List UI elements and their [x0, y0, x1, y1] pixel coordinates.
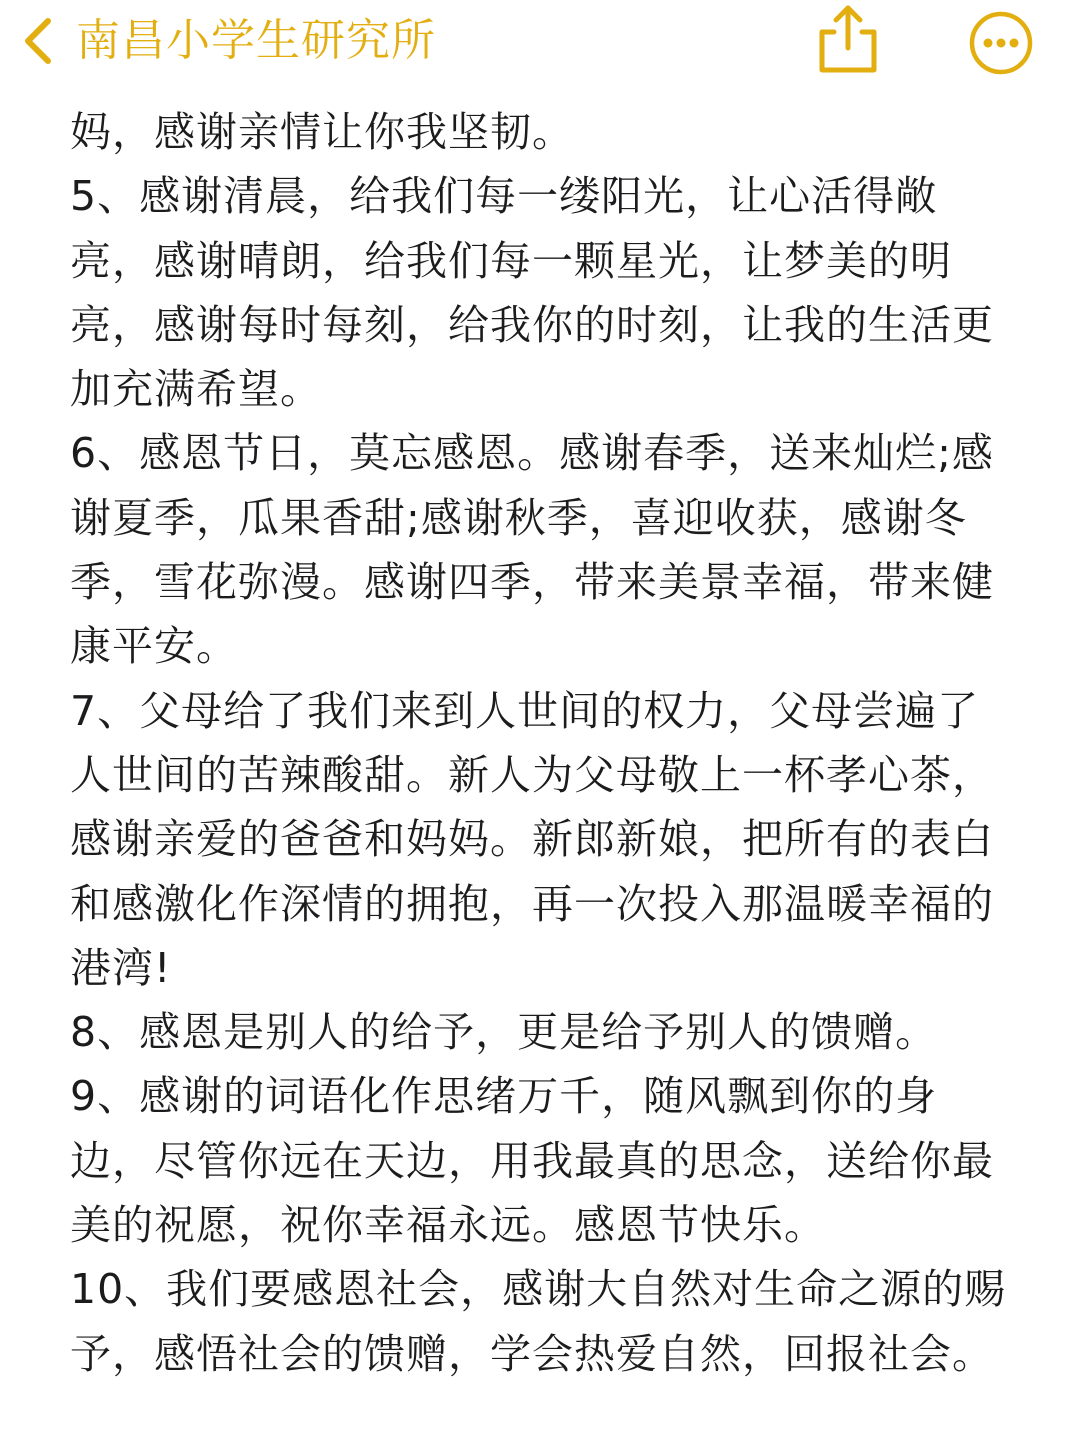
share-button[interactable] — [812, 2, 884, 78]
back-button[interactable] — [18, 6, 436, 76]
share-icon — [812, 63, 884, 82]
back-label: 南昌小学生研究所 — [76, 15, 436, 66]
note-paragraph: 10、我们要感恩社会，感谢大自然对生命之源的赐予，感悟社会的馈赠，学会热爱自然，回报社会。 — [70, 1265, 1007, 1378]
note-paragraph: 妈，感谢亲情让你我坚韧。 — [70, 108, 574, 156]
more-icon — [968, 61, 1034, 80]
navigation-bar — [0, 0, 1080, 100]
note-body[interactable] — [70, 100, 1010, 1386]
more-button[interactable] — [968, 10, 1034, 76]
note-paragraph: 7、父母给了我们来到人世间的权力，父母尝遍了人世间的苦辣酸甜。新人为父母敬上一杯孝心茶，感谢亲爱的爸爸和妈妈。新郎新娘，把所有的表白和感激化作深情的拥抱，再一次投入那温暖幸福的港湾! — [70, 686, 994, 992]
note-paragraph: 6、感恩节日，莫忘感恩。感谢春季，送来灿烂;感谢夏季，瓜果香甜;感谢秋季，喜迎收获，感谢冬季，雪花弥漫。感谢四季，带来美景幸福，带来健康平安。 — [70, 429, 994, 671]
note-paragraph: 9、感谢的词语化作思绪万千，随风飘到你的身边，尽管你远在天边，用我最真的思念，送给你最美的祝愿，祝你幸福永远。感恩节快乐。 — [70, 1072, 994, 1250]
note-paragraph: 5、感谢清晨，给我们每一缕阳光，让心活得敞亮，感谢晴朗，给我们每一颗星光，让梦美的明亮，感谢每时每刻，给我你的时刻，让我的生活更加充满希望。 — [70, 172, 994, 414]
note-paragraph: 8、感恩是别人的给予，更是给予别人的馈赠。 — [70, 1008, 938, 1057]
chevron-left-icon — [18, 13, 58, 69]
